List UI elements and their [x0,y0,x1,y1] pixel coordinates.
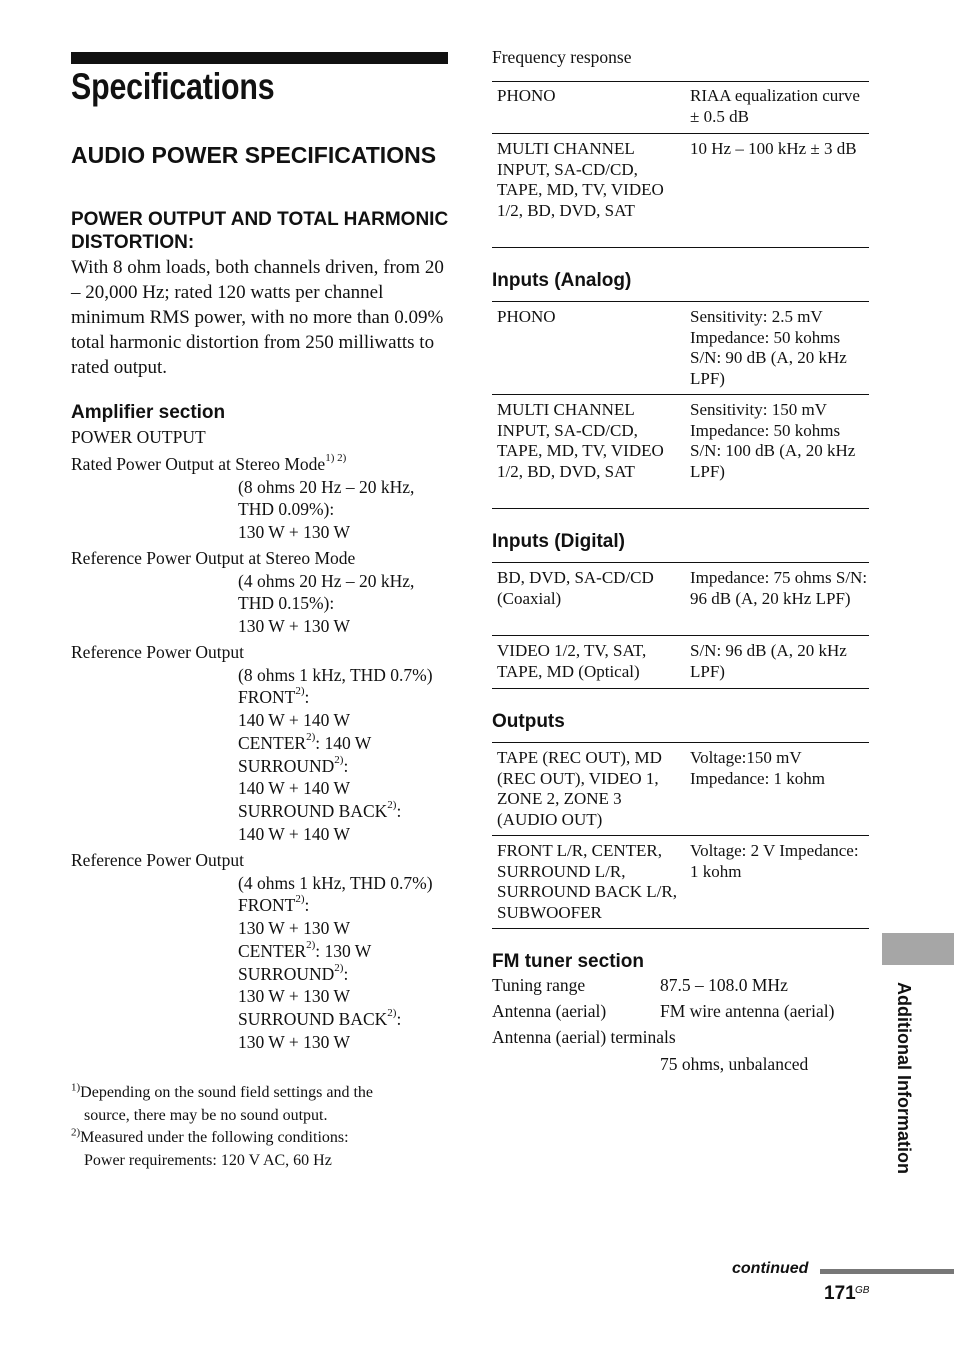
table-rule [492,301,869,302]
tuning-range-value: 87.5 – 108.0 MHz [660,975,788,995]
table-rule [492,133,869,134]
ref-8ohm-front-value: 140 W + 140 W [238,710,350,730]
power-output-paragraph: With 8 ohm loads, both channels driven, from 20 – 20,000 Hz; rated 120 watts per channel minimum RMS power, with no more than 0.09% total harmonic distortion from 250 milliwatts to rated output. [71,257,444,378]
section-tab-label: Additional Information [894,982,914,1174]
ref-4ohm-center: CENTER$^{2)}$: 130 W [238,939,372,961]
antenna-value: FM wire antenna (aerial) [660,1001,835,1021]
inputs-digital-heading: Inputs (Digital) [492,531,625,552]
freq-row1-value: RIAA equalization curve ± 0.5 dB [690,86,860,126]
footnote-2: $^{2)}$Measured under the following conditions: [71,1126,349,1146]
fm-tuner-heading: FM tuner section [492,951,645,972]
section-tab-marker [882,933,954,965]
ref-4ohm-surround-back-value: 130 W + 130 W [238,1032,350,1052]
analog-row2-value: Sensitivity: 150 mV Impedance: 50 kohms S/N: 100 dB (A, 20 kHz LPF) [690,400,856,481]
rated-power-label: Rated Power Output at Stereo Mode$^{1) 2)}$ [71,452,347,474]
audio-power-heading: AUDIO POWER SPECIFICATIONS [71,142,437,168]
digital-row1-value: Impedance: 75 ohms S/N: 96 dB (A, 20 kHz LPF) [690,568,868,608]
freq-row2-value: 10 Hz – 100 kHz ± 3 dB [690,139,857,158]
antenna-label: Antenna (aerial) [492,1001,607,1021]
ref-8ohm-center: CENTER$^{2)}$: 140 W [238,731,372,753]
ref-stereo-value: 130 W + 130 W [238,616,350,636]
freq-row2-input: MULTI CHANNEL INPUT, SA-CD/CD, TAPE, MD, TV, VIDEO 1/2, BD, DVD, SAT [497,139,664,220]
analog-row1-value: Sensitivity: 2.5 mV Impedance: 50 kohms S/N: 90 dB (A, 20 kHz LPF) [690,307,847,388]
ref-4ohm-surround: SURROUND$^{2)}$: [238,962,349,984]
ref-8ohm-condition: (8 ohms 1 kHz, THD 0.7%) [238,665,433,685]
page-number-suffix: GB [855,1285,870,1296]
continued-label: continued [732,1260,809,1277]
page-number: 171 [824,1283,856,1304]
digital-row2-value: S/N: 96 dB (A, 20 kHz LPF) [690,641,847,681]
ref-4ohm-label: Reference Power Output [71,850,244,870]
power-output-heading: POWER OUTPUT AND TOTAL HARMONIC DISTORTION: [71,209,449,253]
ref-8ohm-surround-value: 140 W + 140 W [238,778,350,798]
table-rule [492,562,869,563]
ref-4ohm-surround-back: SURROUND BACK$^{2)}$: [238,1007,402,1029]
table-rule [492,742,869,743]
table-rule [492,688,869,689]
table-rule [492,835,869,836]
outputs-row1-output: TAPE (REC OUT), MD (REC OUT), VIDEO 1, ZONE 2, ZONE 3 (AUDIO OUT) [497,748,662,829]
antenna-terminals-value: 75 ohms, unbalanced [660,1054,809,1074]
freq-row1-input: PHONO [497,86,556,105]
analog-row1-input: PHONO [497,307,556,326]
outputs-row2-value: Voltage: 2 V Impedance: 1 kohm [690,841,859,881]
rated-value: 130 W + 130 W [238,522,350,542]
footnote-1: $^{1)}$Depending on the sound field settings and the [71,1081,374,1101]
tuning-range-label: Tuning range [492,975,586,995]
footnote-1-cont: source, there may be no sound output. [84,1107,328,1124]
ref-4ohm-surround-value: 130 W + 130 W [238,986,350,1006]
ref-8ohm-surround-back: SURROUND BACK$^{2)}$: [238,799,402,821]
ref-stereo-label: Reference Power Output at Stereo Mode [71,548,356,568]
amplifier-section-heading: Amplifier section [71,402,226,423]
table-rule [492,928,869,929]
table-rule [492,247,869,248]
footnote-2-cont: Power requirements: 120 V AC, 60 Hz [84,1152,332,1169]
outputs-row1-value: Voltage:150 mV Impedance: 1 kohm [690,748,826,788]
page-title: Specifications [71,66,275,107]
outputs-row2-output: FRONT L/R, CENTER, SURROUND L/R, SURROUND BACK L/R, SUBWOOFER [497,841,677,922]
rated-condition: (8 ohms 20 Hz – 20 kHz, [238,477,415,497]
ref-stereo-condition: (4 ohms 20 Hz – 20 kHz, [238,571,415,591]
frequency-response-label: Frequency response [492,47,632,67]
ref-4ohm-front-value: 130 W + 130 W [238,918,350,938]
ref-stereo-condition: THD 0.15%): [238,593,335,613]
table-rule [492,508,869,509]
ref-4ohm-condition: (4 ohms 1 kHz, THD 0.7%) [238,873,433,893]
power-output-label: POWER OUTPUT [71,427,206,447]
antenna-terminals-label: Antenna (aerial) terminals [492,1027,676,1047]
ref-8ohm-label: Reference Power Output [71,642,244,662]
table-rule [492,635,869,636]
ref-4ohm-front: FRONT$^{2)}$: [238,893,310,915]
continued-bar [820,1269,954,1274]
digital-row2-input: VIDEO 1/2, TV, SAT, TAPE, MD (Optical) [497,641,647,681]
digital-row1-input: BD, DVD, SA-CD/CD (Coaxial) [497,568,654,608]
inputs-analog-heading: Inputs (Analog) [492,270,632,291]
ref-8ohm-surround: SURROUND$^{2)}$: [238,754,349,776]
title-rule [71,52,448,64]
table-rule [492,81,869,82]
table-rule [492,394,869,395]
ref-8ohm-surround-back-value: 140 W + 140 W [238,824,350,844]
outputs-heading: Outputs [492,711,565,732]
rated-condition: THD 0.09%): [238,499,335,519]
analog-row2-input: MULTI CHANNEL INPUT, SA-CD/CD, TAPE, MD, TV, VIDEO 1/2, BD, DVD, SAT [497,400,664,481]
ref-8ohm-front: FRONT$^{2)}$: [238,685,310,707]
